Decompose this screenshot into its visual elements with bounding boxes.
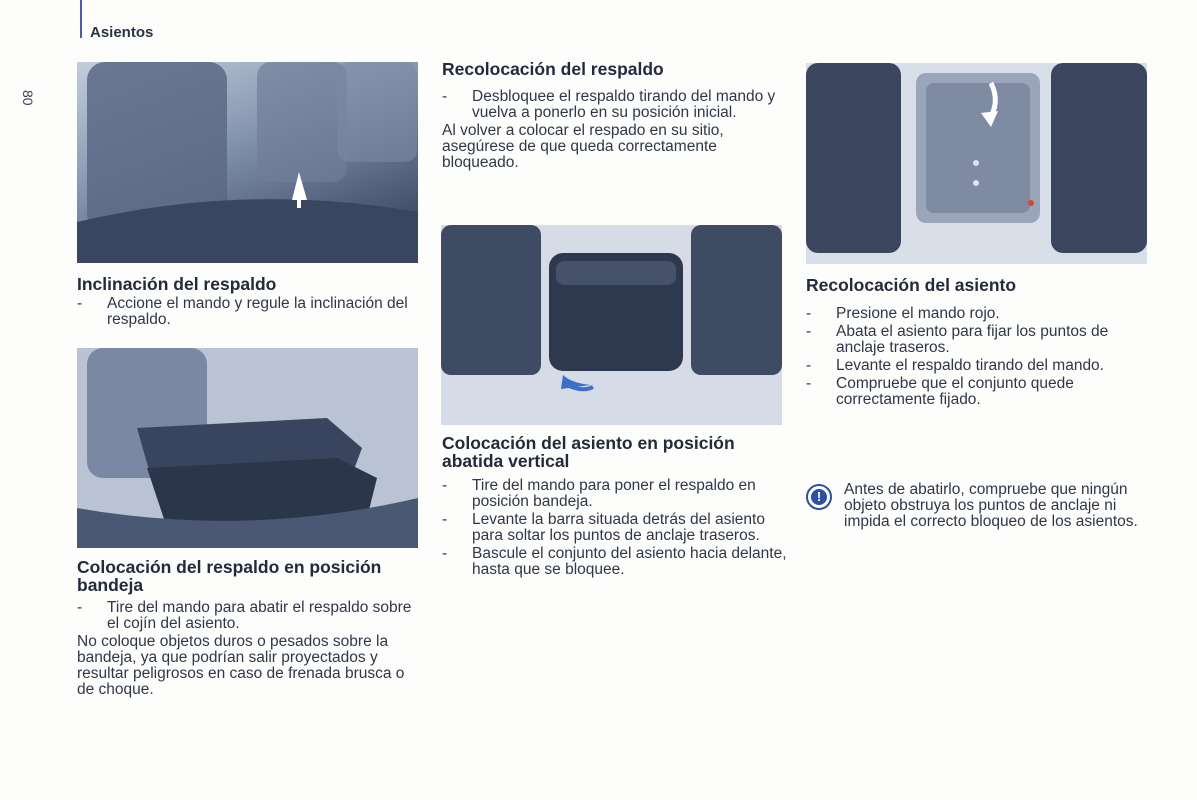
list-item: - Tire del mando para abatir el respaldo sobre el cojín del asiento. (77, 599, 412, 632)
exclamation-icon: ! (806, 484, 832, 510)
list-item: - Levante la barra situada detrás del asiento para soltar los puntos de anclaje traseros. (442, 511, 765, 544)
inclinacion-section (77, 275, 422, 330)
recolocacion-asiento-section (806, 276, 1151, 410)
list-dash: - (806, 357, 812, 374)
list-item: - Compruebe que el conjunto quede correctamente fijado. (806, 375, 1074, 408)
recolocacion-asiento-title: Recolocación del asiento (806, 275, 1017, 295)
seat-folded-photo (441, 225, 782, 425)
recolocacion-respaldo-title: Recolocación del respaldo (442, 59, 664, 79)
list-dash: - (77, 599, 83, 616)
seat-reinstall-illustration (806, 63, 1147, 264)
warning-box (806, 482, 1151, 530)
list-dash: - (442, 88, 448, 105)
abatida-section (442, 434, 787, 580)
list-dash: - (442, 477, 448, 494)
list-dash: - (77, 295, 83, 312)
bandeja-section (77, 558, 422, 698)
seat-folded-illustration (441, 225, 782, 425)
seat-tray-photo (77, 348, 418, 548)
page-number: 80 (20, 90, 36, 106)
inclinacion-title: Inclinación del respaldo (77, 274, 277, 294)
seat-recline-illustration (77, 62, 418, 263)
seat-tray-illustration (77, 348, 418, 548)
list-dash: - (442, 545, 448, 562)
list-dash: - (806, 323, 812, 340)
seat-recline-photo (77, 62, 418, 263)
list-item: - Bascule el conjunto del asiento hacia delante, hasta que se bloquee. (442, 545, 787, 578)
bandeja-note: No coloque objetos duros o pesados sobre la bandeja, ya que podrían salir proyectados y resultar peligrosos en caso de frenada brusca o de choque. (77, 633, 405, 698)
list-item: - Tire del mando para poner el respaldo en posición bandeja. (442, 477, 756, 510)
list-item: - Desbloquee el respaldo tirando del mando y vuelva a ponerlo en su posición inicial. (442, 88, 776, 121)
list-dash: - (806, 375, 812, 392)
recolocacion-respaldo-section (442, 60, 787, 171)
bandeja-title: Colocación del respaldo en posición bandeja (77, 557, 382, 595)
seat-reinstall-photo (806, 63, 1147, 264)
list-item: - Presione el mando rojo. (806, 305, 1000, 322)
list-item: - Accione el mando y regule la inclinación del respaldo. (77, 295, 408, 328)
list-item: - Abata el asiento para fijar los puntos de anclaje traseros. (806, 323, 1109, 356)
section-marker-bar (80, 0, 82, 38)
list-dash: - (806, 305, 812, 322)
list-dash: - (442, 511, 448, 528)
section-title: Asientos (90, 24, 154, 41)
recolocacion-respaldo-note: Al volver a colocar el respado en su sitio, asegúrese de que queda correctamente bloqueado. (442, 122, 724, 171)
abatida-title: Colocación del asiento en posición abatida vertical (442, 433, 735, 471)
list-item: - Levante el respaldo tirando del mando. (806, 357, 1104, 374)
warning-text: Antes de abatirlo, compruebe que ningún objeto obstruya los puntos de anclaje ni impida el correcto bloqueo de los asientos. (844, 481, 1138, 530)
